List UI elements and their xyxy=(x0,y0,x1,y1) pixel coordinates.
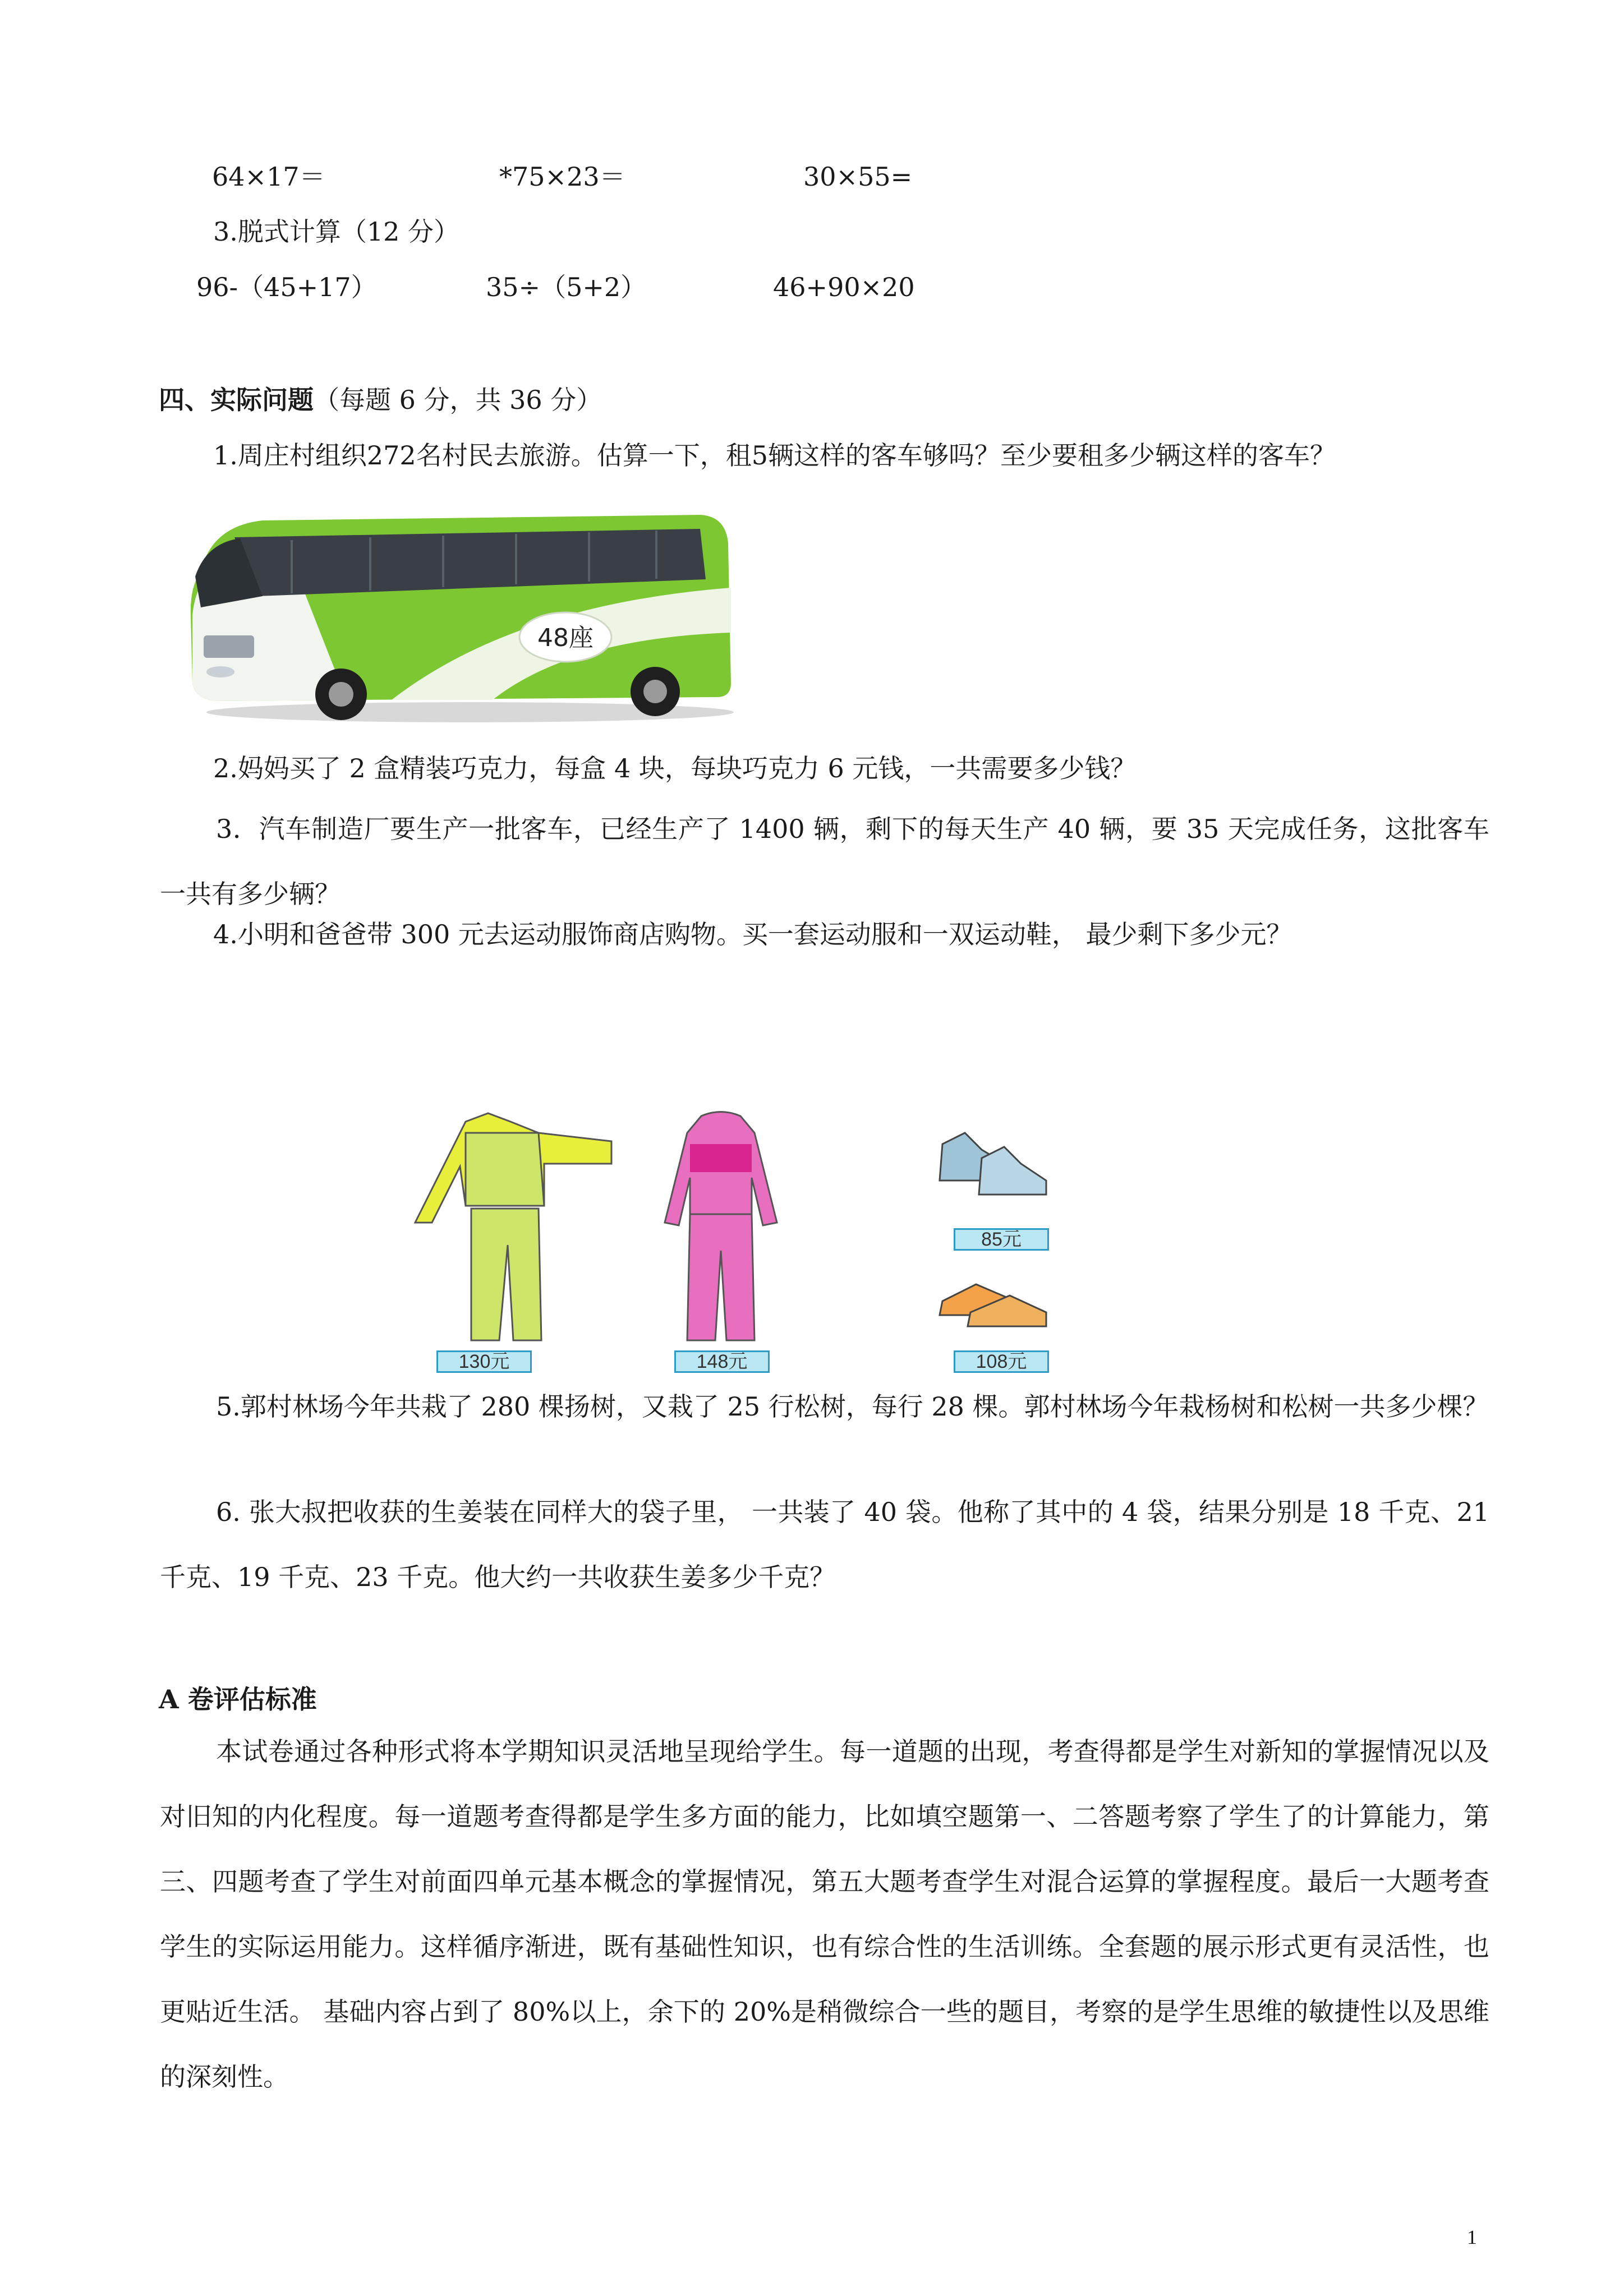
section4-title: 四、实际问题 xyxy=(159,385,314,415)
pink-tracksuit-image xyxy=(656,1110,785,1352)
price-tag-148: 148元 xyxy=(674,1350,770,1373)
question-1: 1.周庄村组织272名村民去旅游。估算一下，租5辆这样的客车够吗？至少要租多少辆这样的客车？ xyxy=(213,440,1336,471)
calc-item-2: *75×23＝ xyxy=(499,162,625,192)
blue-sneakers-image xyxy=(931,1127,1055,1217)
price-tag-130: 130元 xyxy=(436,1350,532,1373)
evaluation-body: 本试卷通过各种形式将本学期知识灵活地呈现给学生。每一道题的出现，考查得都是学生对新知的掌握情况以及对旧知的内化程度。每一道题考查得都是学生多方面的能力，比如填空题第一、二答题考察了学生了的计算能力，第三、四题考查了学生对前面四单元基本概念的掌握情况，第五大题考查学生对混合运算的掌握程度。最后一大题考查学生的实际运用能力。这样循序渐进，既有基础性知识，也有综合性的生活训练。全套题的展示形式更有灵活性，也更贴近生活。 基础内容占到了 80%以上，余下的 20%是稍微综合一些的题目，考察的是学生思维的敏捷性以及思维的深刻性。 xyxy=(160,1736,1489,2092)
question-6: 6. 张大叔把收获的生姜装在同样大的袋子里， 一共装了 40 袋。他称了其中的 4 袋，结果分别是 18 千克、21 千克、19 千克、23 千克。他大约一共收获生姜多少千克？ xyxy=(160,1497,1489,1592)
question-4: 4.小明和爸爸带 300 元去运动服饰商店购物。买一套运动服和一双运动鞋， 最少剩下多少元？ xyxy=(213,919,1292,949)
evaluation-title: A 卷评估标准 xyxy=(159,1684,317,1714)
section4-note: （每题 6 分，共 36 分） xyxy=(314,385,602,415)
calc-item-1: 64×17＝ xyxy=(212,162,325,192)
bus-seat-label: 48座 xyxy=(537,624,594,652)
calc-item-3: 30×55= xyxy=(803,162,913,192)
bus-image xyxy=(178,504,745,731)
yellow-tracksuit-image xyxy=(404,1110,617,1352)
section3-title: 3.脱式计算（12 分） xyxy=(213,216,460,247)
question-3: 3．汽车制造厂要生产一批客车，已经生产了 1400 辆，剩下的每天生产 40 辆，要 35 天完成任务，这批客车一共有多少辆？ xyxy=(160,814,1489,909)
orange-sneakers-image xyxy=(931,1267,1055,1346)
expr-3: 46+90×20 xyxy=(773,272,915,302)
expr-2: 35÷（5+2） xyxy=(486,272,647,302)
page-number: 1 xyxy=(1467,2226,1477,2248)
question-2: 2.妈妈买了 2 盒精装巧克力，每盒 4 块，每块巧克力 6 元钱，一共需要多少钱？ xyxy=(213,753,1137,783)
price-tag-108: 108元 xyxy=(954,1350,1049,1373)
question-5: 5.郭村林场今年共栽了 280 棵扬树，又栽了 25 行松树，每行 28 棵。郭村林场今年栽杨树和松树一共多少棵？ xyxy=(216,1391,1489,1422)
section4-heading xyxy=(159,383,602,417)
price-tag-85: 85元 xyxy=(954,1228,1049,1251)
expr-1: 96-（45+17） xyxy=(196,272,377,302)
